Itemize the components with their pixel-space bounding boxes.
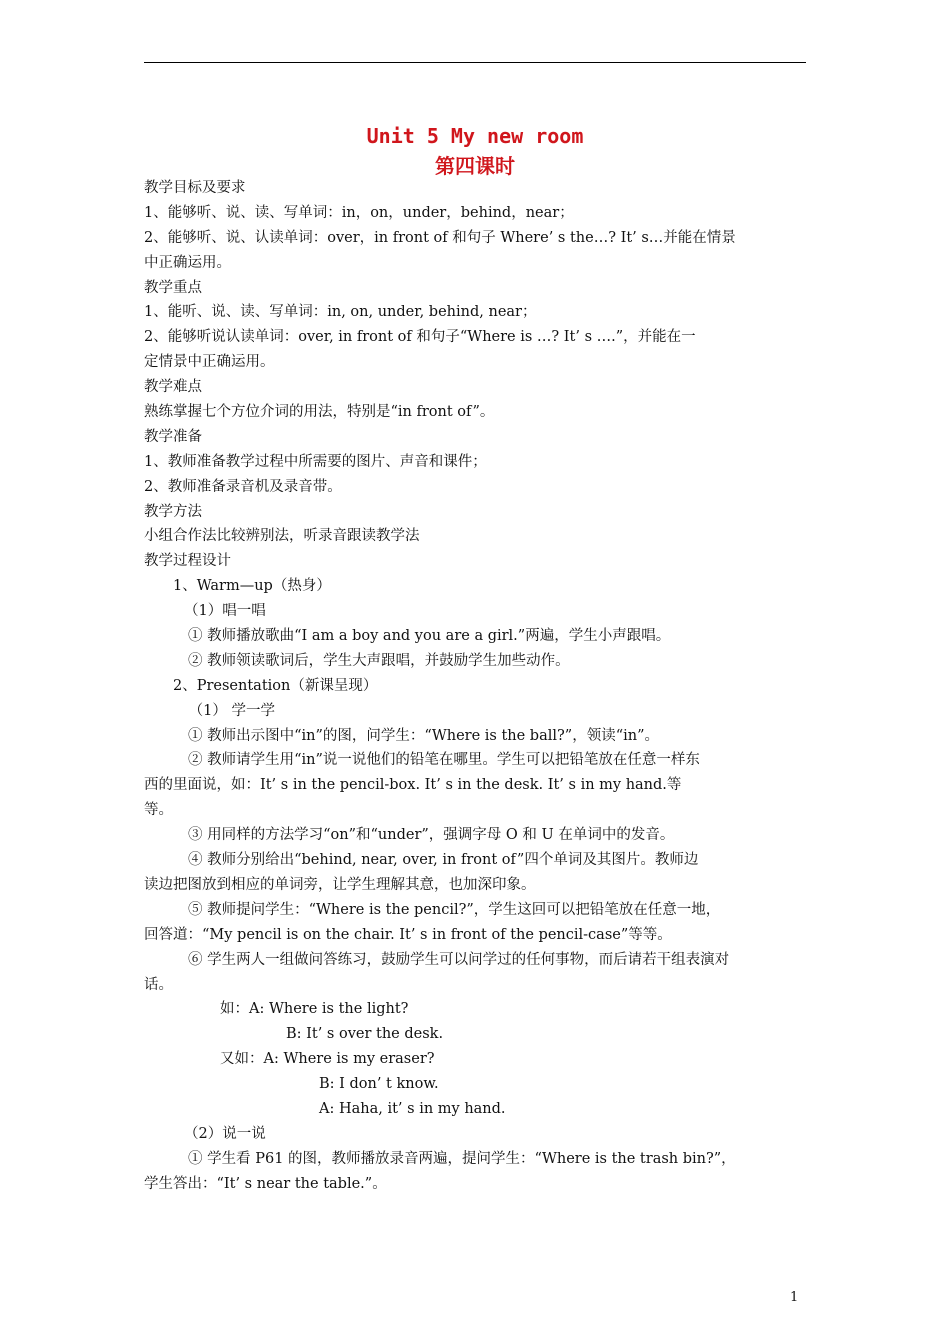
text-line: 教学难点	[144, 379, 202, 396]
text-line: 话。	[144, 976, 173, 993]
text-line: 1、教师准备教学过程中所需要的图片、声音和课件；	[144, 453, 487, 470]
text-line: 小组合作法比较辨别法，听录音跟读教学法	[144, 528, 420, 545]
text-line: ⑥ 学生两人一组做问答练习，鼓励学生可以问学过的任何事物，而后请若干组表演对	[188, 951, 730, 968]
text-line: 西的里面说，如：It’ s in the pencil-box. It’ s in the desk. It’ s in my hand.等	[144, 777, 682, 794]
text-line: ① 教师出示图中“in”的图，问学生：“Where is the ball?”，领读“in”。	[188, 727, 660, 744]
text-line: ⑤ 教师提问学生：“Where is the pencil?”，学生这回可以把铅笔放在任意一地，	[188, 901, 721, 918]
text-line: ① 学生看 P61 的图，教师播放录音两遍，提问学生：“Where is the trash bin?”，	[188, 1150, 736, 1167]
text-line: 又如：A: Where is my eraser?	[220, 1051, 435, 1068]
text-line: 熟练掌握七个方位介词的用法，特别是“in front of”。	[144, 404, 495, 421]
text-line: （1）唱一唱	[184, 603, 266, 620]
text-line: 2、Presentation（新课呈现）	[173, 677, 378, 694]
header-rule	[144, 62, 806, 63]
text-line: ① 教师播放歌曲“I am a boy and you are a girl.”两遍，学生小声跟唱。	[188, 628, 671, 645]
text-line: 读边把图放到相应的单词旁，让学生理解其意，也加深印象。	[144, 876, 536, 893]
text-line: 1、能够听、说、读、写单词：in，on，under，behind，near；	[144, 204, 574, 221]
text-line: 2、教师准备录音机及录音带。	[144, 478, 342, 495]
text-line: ③ 用同样的方法学习“on”和“under”，强调字母 O 和 U 在单词中的发音。	[188, 827, 675, 844]
page-number: 1	[790, 1290, 799, 1305]
text-line: ② 教师请学生用“in”说一说他们的铅笔在哪里。学生可以把铅笔放在任意一样东	[188, 752, 700, 769]
text-line: 教学准备	[144, 428, 202, 445]
text-line: （1） 学一学	[184, 702, 275, 719]
text-line: A: Haha, it’ s in my hand.	[319, 1100, 506, 1117]
unit-title: Unit 5 My new room	[366, 124, 584, 148]
text-line: 中正确运用。	[144, 254, 231, 271]
text-line: ④ 教师分别给出“behind, near, over, in front of”四个单词及其图片。教师边	[188, 852, 699, 869]
text-line: 1、Warm—up（热身）	[173, 578, 331, 595]
text-line: 如：A: Where is the light?	[220, 1001, 409, 1018]
text-line: 定情景中正确运用。	[144, 354, 275, 371]
text-line: 2、能够听、说、认读单词：over，in front of 和句子 Where’ s the…? It’ s…并能在情景	[144, 229, 736, 246]
lesson-title: 第四课时	[435, 154, 515, 178]
text-line: B: It’ s over the desk.	[286, 1026, 444, 1043]
text-line: 教学方法	[144, 503, 202, 520]
text-line: 教学过程设计	[144, 553, 231, 570]
text-line: ② 教师领读歌词后，学生大声跟唱，并鼓励学生加些动作。	[188, 652, 570, 669]
text-line: 教学重点	[144, 279, 202, 296]
text-line: 学生答出：“It’ s near the table.”。	[144, 1175, 387, 1192]
document-body	[144, 176, 808, 1197]
text-line: 等。	[144, 802, 173, 819]
text-line: 1、能听、说、读、写单词：in, on, under, behind, near；	[144, 304, 537, 321]
text-line: B: I don’ t know.	[319, 1076, 439, 1093]
text-line: 2、能够听说认读单词：over, in front of 和句子“Where is …? It’ s ….”，并能在一	[144, 329, 696, 346]
text-line: 教学目标及要求	[144, 180, 246, 196]
text-line: 回答道：“My pencil is on the chair. It’ s in front of the pencil-case”等等。	[144, 926, 672, 943]
text-line: （2）说一说	[184, 1125, 266, 1142]
